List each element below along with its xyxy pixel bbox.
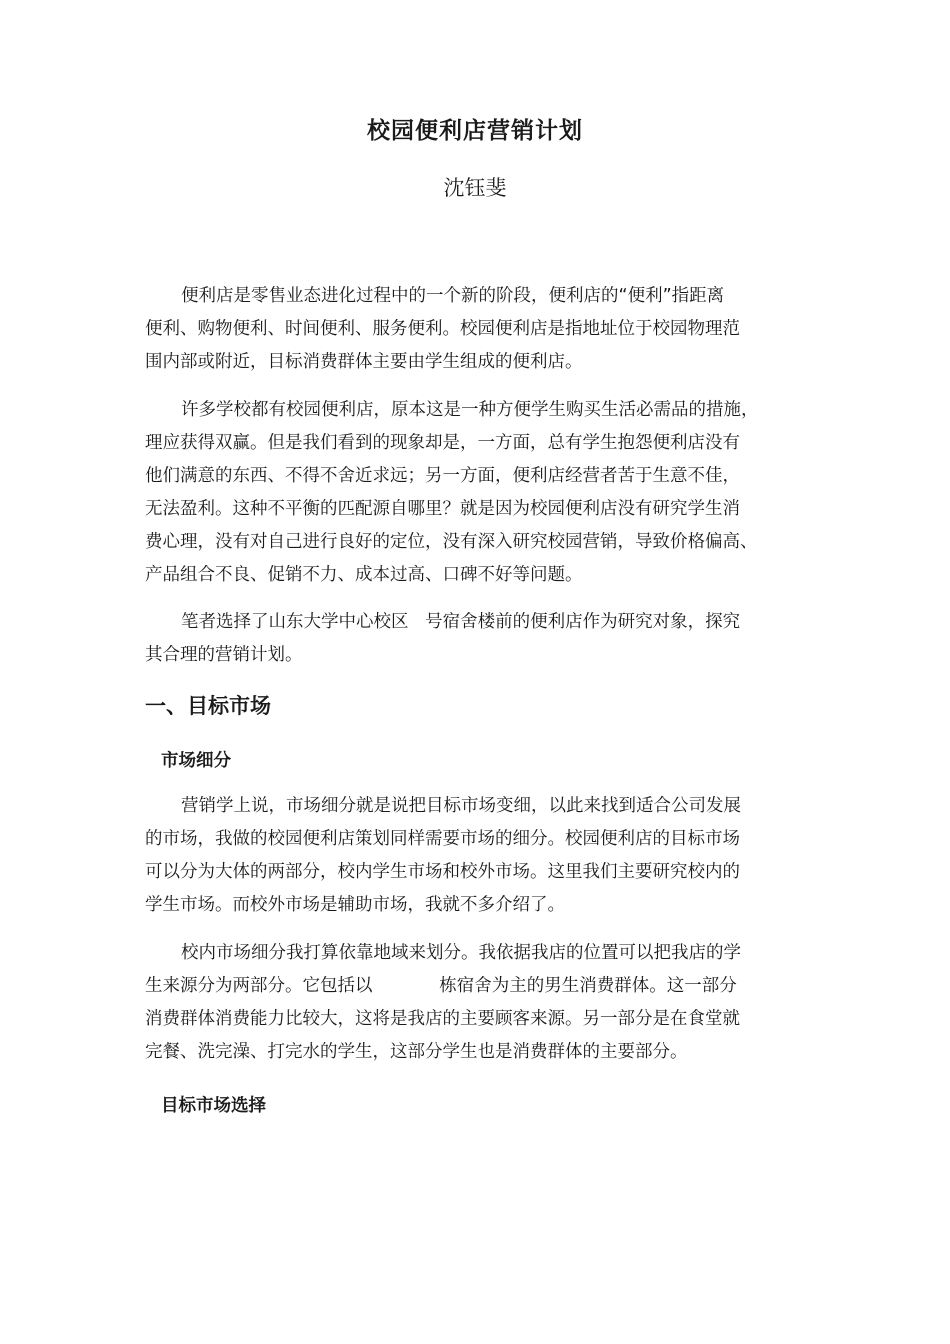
paragraph-line: 生来源分为两部分。它包括以 栋宿舍为主的男生消费群体。这一部分 xyxy=(145,976,737,996)
paragraph-line: 便利、购物便利、时间便利、服务便利。校园便利店是指地址位于校园物理范 xyxy=(145,319,740,339)
document-title: 校园便利店营销计划 xyxy=(367,118,583,144)
paragraph-line: 许多学校都有校园便利店，原本这是一种方便学生购买生活必需品的措施， xyxy=(181,400,759,420)
segmentation-paragraph-1 xyxy=(145,790,825,922)
intro-paragraph-3 xyxy=(145,606,825,672)
paragraph-line: 的市场，我做的校园便利店策划同样需要市场的细分。校园便利店的目标市场 xyxy=(145,829,740,849)
paragraph-line: 校内市场细分我打算依靠地域来划分。我依据我店的位置可以把我店的学 xyxy=(181,943,741,963)
paragraph-line: 学生市场。而校外市场是辅助市场，我就不多介绍了。 xyxy=(145,895,565,915)
paragraph-line: 笔者选择了山东大学中心校区 号宿舍楼前的便利店作为研究对象，探究 xyxy=(181,612,741,632)
paragraph-line: 可以分为大体的两部分，校内学生市场和校外市场。这里我们主要研究校内的 xyxy=(145,862,740,882)
paragraph-line: 产品组合不良、促销不力、成本过高、口碑不好等问题。 xyxy=(145,565,583,585)
paragraph-line: 他们满意的东西、不得不舍近求远；另一方面，便利店经营者苦于生意不佳， xyxy=(145,466,740,486)
paragraph-line: 无法盈利。这种不平衡的匹配源自哪里？就是因为校园便利店没有研究学生消 xyxy=(145,499,740,519)
segmentation-paragraph-2 xyxy=(145,937,825,1069)
paragraph-line: 消费群体消费能力比较大，这将是我店的主要顾客来源。另一部分是在食堂就 xyxy=(145,1009,740,1029)
paragraph-line: 营销学上说，市场细分就是说把目标市场变细，以此来找到适合公司发展 xyxy=(181,796,741,816)
intro-paragraph-1 xyxy=(145,280,825,379)
section-heading-target-market: 一、目标市场 xyxy=(145,694,271,718)
paragraph-line: 费心理，没有对自己进行良好的定位，没有深入研究校园营销，导致价格偏高、 xyxy=(145,532,758,552)
intro-paragraph-2 xyxy=(145,394,825,592)
paragraph-line: 理应获得双赢。但是我们看到的现象却是，一方面，总有学生抱怨便利店没有 xyxy=(145,433,740,453)
paragraph-line: 其合理的营销计划。 xyxy=(145,645,303,665)
paragraph-line: 围内部或附近，目标消费群体主要由学生组成的便利店。 xyxy=(145,352,583,372)
subsection-heading-market-segmentation: 市场细分 xyxy=(161,751,231,771)
document-author: 沈钰斐 xyxy=(443,176,507,200)
paragraph-line: 完餐、洗完澡、打完水的学生，这部分学生也是消费群体的主要部分。 xyxy=(145,1042,688,1062)
subsection-heading-target-market-selection: 目标市场选择 xyxy=(161,1096,266,1116)
paragraph-line: 便利店是零售业态进化过程中的一个新的阶段，便利店的“便利”指距离 xyxy=(181,286,725,306)
